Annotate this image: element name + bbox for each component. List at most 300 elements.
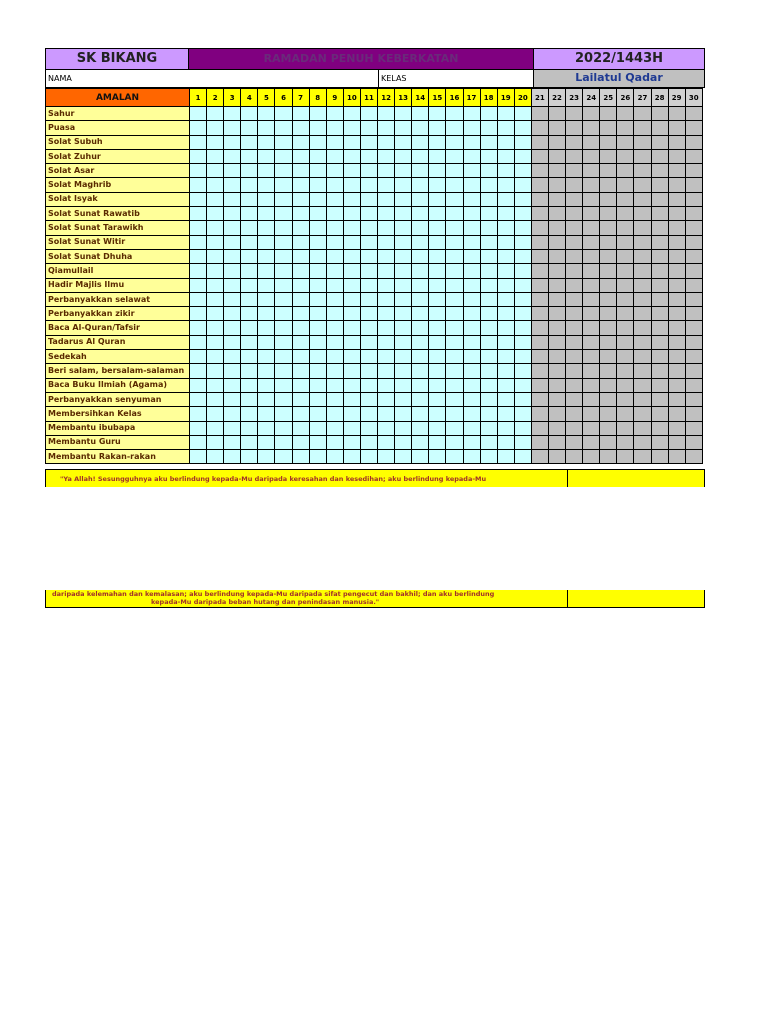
checkbox-cell[interactable] [634, 264, 651, 278]
checkbox-cell[interactable] [634, 364, 651, 378]
checkbox-cell[interactable] [600, 350, 617, 364]
checkbox-cell[interactable] [258, 249, 275, 263]
checkbox-cell[interactable] [224, 450, 241, 464]
checkbox-cell[interactable] [480, 192, 497, 206]
checkbox-cell[interactable] [617, 407, 634, 421]
checkbox-cell[interactable] [207, 135, 224, 149]
checkbox-cell[interactable] [309, 307, 326, 321]
checkbox-cell[interactable] [497, 192, 514, 206]
checkbox-cell[interactable] [412, 235, 429, 249]
checkbox-cell[interactable] [429, 392, 446, 406]
checkbox-cell[interactable] [241, 178, 258, 192]
checkbox-cell[interactable] [497, 307, 514, 321]
checkbox-cell[interactable] [531, 192, 548, 206]
checkbox-cell[interactable] [497, 335, 514, 349]
checkbox-cell[interactable] [258, 421, 275, 435]
checkbox-cell[interactable] [412, 107, 429, 121]
checkbox-cell[interactable] [395, 264, 412, 278]
checkbox-cell[interactable] [326, 307, 343, 321]
checkbox-cell[interactable] [360, 392, 377, 406]
checkbox-cell[interactable] [429, 121, 446, 135]
checkbox-cell[interactable] [583, 235, 600, 249]
checkbox-cell[interactable] [583, 407, 600, 421]
checkbox-cell[interactable] [651, 235, 668, 249]
checkbox-cell[interactable] [309, 392, 326, 406]
checkbox-cell[interactable] [634, 249, 651, 263]
checkbox-cell[interactable] [224, 149, 241, 163]
checkbox-cell[interactable] [531, 435, 548, 449]
checkbox-cell[interactable] [583, 435, 600, 449]
checkbox-cell[interactable] [566, 221, 583, 235]
checkbox-cell[interactable] [395, 378, 412, 392]
checkbox-cell[interactable] [548, 235, 565, 249]
checkbox-cell[interactable] [480, 178, 497, 192]
checkbox-cell[interactable] [309, 135, 326, 149]
checkbox-cell[interactable] [378, 321, 395, 335]
checkbox-cell[interactable] [326, 450, 343, 464]
checkbox-cell[interactable] [429, 292, 446, 306]
checkbox-cell[interactable] [548, 135, 565, 149]
checkbox-cell[interactable] [446, 264, 463, 278]
checkbox-cell[interactable] [343, 221, 360, 235]
checkbox-cell[interactable] [617, 364, 634, 378]
checkbox-cell[interactable] [412, 407, 429, 421]
checkbox-cell[interactable] [309, 407, 326, 421]
checkbox-cell[interactable] [446, 435, 463, 449]
checkbox-cell[interactable] [600, 221, 617, 235]
checkbox-cell[interactable] [343, 207, 360, 221]
checkbox-cell[interactable] [600, 335, 617, 349]
checkbox-cell[interactable] [258, 392, 275, 406]
checkbox-cell[interactable] [634, 378, 651, 392]
checkbox-cell[interactable] [600, 378, 617, 392]
checkbox-cell[interactable] [668, 392, 685, 406]
checkbox-cell[interactable] [378, 421, 395, 435]
checkbox-cell[interactable] [497, 149, 514, 163]
checkbox-cell[interactable] [343, 435, 360, 449]
checkbox-cell[interactable] [395, 135, 412, 149]
checkbox-cell[interactable] [241, 364, 258, 378]
checkbox-cell[interactable] [446, 221, 463, 235]
checkbox-cell[interactable] [224, 135, 241, 149]
checkbox-cell[interactable] [600, 292, 617, 306]
checkbox-cell[interactable] [446, 135, 463, 149]
checkbox-cell[interactable] [685, 421, 702, 435]
checkbox-cell[interactable] [685, 192, 702, 206]
checkbox-cell[interactable] [360, 221, 377, 235]
checkbox-cell[interactable] [258, 378, 275, 392]
checkbox-cell[interactable] [309, 249, 326, 263]
checkbox-cell[interactable] [292, 264, 309, 278]
checkbox-cell[interactable] [463, 164, 480, 178]
checkbox-cell[interactable] [497, 235, 514, 249]
checkbox-cell[interactable] [617, 321, 634, 335]
checkbox-cell[interactable] [378, 207, 395, 221]
checkbox-cell[interactable] [207, 421, 224, 435]
checkbox-cell[interactable] [292, 378, 309, 392]
checkbox-cell[interactable] [600, 264, 617, 278]
checkbox-cell[interactable] [343, 407, 360, 421]
checkbox-cell[interactable] [395, 121, 412, 135]
checkbox-cell[interactable] [634, 207, 651, 221]
checkbox-cell[interactable] [360, 249, 377, 263]
checkbox-cell[interactable] [651, 435, 668, 449]
checkbox-cell[interactable] [617, 135, 634, 149]
checkbox-cell[interactable] [583, 207, 600, 221]
checkbox-cell[interactable] [275, 421, 292, 435]
checkbox-cell[interactable] [326, 249, 343, 263]
checkbox-cell[interactable] [429, 235, 446, 249]
checkbox-cell[interactable] [395, 235, 412, 249]
checkbox-cell[interactable] [685, 121, 702, 135]
checkbox-cell[interactable] [224, 249, 241, 263]
checkbox-cell[interactable] [258, 278, 275, 292]
checkbox-cell[interactable] [480, 335, 497, 349]
checkbox-cell[interactable] [326, 135, 343, 149]
checkbox-cell[interactable] [566, 278, 583, 292]
checkbox-cell[interactable] [685, 450, 702, 464]
checkbox-cell[interactable] [429, 264, 446, 278]
checkbox-cell[interactable] [241, 321, 258, 335]
checkbox-cell[interactable] [480, 107, 497, 121]
checkbox-cell[interactable] [480, 121, 497, 135]
checkbox-cell[interactable] [395, 149, 412, 163]
checkbox-cell[interactable] [651, 307, 668, 321]
checkbox-cell[interactable] [258, 335, 275, 349]
checkbox-cell[interactable] [343, 450, 360, 464]
checkbox-cell[interactable] [634, 107, 651, 121]
checkbox-cell[interactable] [326, 221, 343, 235]
checkbox-cell[interactable] [207, 278, 224, 292]
checkbox-cell[interactable] [668, 121, 685, 135]
checkbox-cell[interactable] [651, 164, 668, 178]
checkbox-cell[interactable] [685, 107, 702, 121]
checkbox-cell[interactable] [275, 107, 292, 121]
checkbox-cell[interactable] [412, 364, 429, 378]
checkbox-cell[interactable] [326, 107, 343, 121]
checkbox-cell[interactable] [343, 392, 360, 406]
checkbox-cell[interactable] [514, 121, 531, 135]
checkbox-cell[interactable] [241, 135, 258, 149]
checkbox-cell[interactable] [566, 249, 583, 263]
checkbox-cell[interactable] [514, 364, 531, 378]
checkbox-cell[interactable] [292, 192, 309, 206]
checkbox-cell[interactable] [360, 207, 377, 221]
checkbox-cell[interactable] [326, 364, 343, 378]
checkbox-cell[interactable] [531, 278, 548, 292]
checkbox-cell[interactable] [429, 278, 446, 292]
checkbox-cell[interactable] [583, 450, 600, 464]
checkbox-cell[interactable] [685, 321, 702, 335]
checkbox-cell[interactable] [343, 292, 360, 306]
checkbox-cell[interactable] [685, 221, 702, 235]
checkbox-cell[interactable] [241, 149, 258, 163]
checkbox-cell[interactable] [600, 178, 617, 192]
checkbox-cell[interactable] [668, 164, 685, 178]
checkbox-cell[interactable] [617, 307, 634, 321]
checkbox-cell[interactable] [258, 178, 275, 192]
checkbox-cell[interactable] [190, 221, 207, 235]
checkbox-cell[interactable] [531, 450, 548, 464]
checkbox-cell[interactable] [651, 221, 668, 235]
checkbox-cell[interactable] [668, 421, 685, 435]
checkbox-cell[interactable] [207, 292, 224, 306]
checkbox-cell[interactable] [258, 192, 275, 206]
checkbox-cell[interactable] [463, 435, 480, 449]
checkbox-cell[interactable] [566, 407, 583, 421]
checkbox-cell[interactable] [668, 221, 685, 235]
checkbox-cell[interactable] [241, 421, 258, 435]
checkbox-cell[interactable] [583, 221, 600, 235]
checkbox-cell[interactable] [446, 249, 463, 263]
checkbox-cell[interactable] [566, 164, 583, 178]
checkbox-cell[interactable] [566, 149, 583, 163]
checkbox-cell[interactable] [668, 107, 685, 121]
checkbox-cell[interactable] [412, 292, 429, 306]
checkbox-cell[interactable] [583, 121, 600, 135]
checkbox-cell[interactable] [224, 364, 241, 378]
checkbox-cell[interactable] [600, 321, 617, 335]
checkbox-cell[interactable] [360, 178, 377, 192]
checkbox-cell[interactable] [566, 435, 583, 449]
checkbox-cell[interactable] [514, 450, 531, 464]
checkbox-cell[interactable] [497, 264, 514, 278]
checkbox-cell[interactable] [548, 435, 565, 449]
checkbox-cell[interactable] [446, 292, 463, 306]
checkbox-cell[interactable] [275, 221, 292, 235]
checkbox-cell[interactable] [343, 107, 360, 121]
checkbox-cell[interactable] [566, 107, 583, 121]
checkbox-cell[interactable] [395, 321, 412, 335]
checkbox-cell[interactable] [685, 407, 702, 421]
checkbox-cell[interactable] [531, 421, 548, 435]
checkbox-cell[interactable] [275, 321, 292, 335]
checkbox-cell[interactable] [685, 335, 702, 349]
checkbox-cell[interactable] [190, 292, 207, 306]
checkbox-cell[interactable] [583, 292, 600, 306]
checkbox-cell[interactable] [583, 192, 600, 206]
checkbox-cell[interactable] [360, 107, 377, 121]
checkbox-cell[interactable] [412, 178, 429, 192]
checkbox-cell[interactable] [224, 107, 241, 121]
checkbox-cell[interactable] [480, 235, 497, 249]
checkbox-cell[interactable] [480, 392, 497, 406]
checkbox-cell[interactable] [343, 192, 360, 206]
checkbox-cell[interactable] [207, 435, 224, 449]
checkbox-cell[interactable] [463, 249, 480, 263]
checkbox-cell[interactable] [600, 164, 617, 178]
checkbox-cell[interactable] [531, 307, 548, 321]
checkbox-cell[interactable] [275, 350, 292, 364]
checkbox-cell[interactable] [668, 249, 685, 263]
checkbox-cell[interactable] [463, 107, 480, 121]
checkbox-cell[interactable] [241, 207, 258, 221]
checkbox-cell[interactable] [463, 392, 480, 406]
checkbox-cell[interactable] [292, 450, 309, 464]
checkbox-cell[interactable] [651, 149, 668, 163]
checkbox-cell[interactable] [378, 149, 395, 163]
checkbox-cell[interactable] [617, 392, 634, 406]
checkbox-cell[interactable] [685, 292, 702, 306]
checkbox-cell[interactable] [326, 350, 343, 364]
checkbox-cell[interactable] [651, 121, 668, 135]
checkbox-cell[interactable] [309, 364, 326, 378]
checkbox-cell[interactable] [224, 235, 241, 249]
checkbox-cell[interactable] [224, 121, 241, 135]
checkbox-cell[interactable] [480, 407, 497, 421]
checkbox-cell[interactable] [668, 364, 685, 378]
checkbox-cell[interactable] [429, 249, 446, 263]
checkbox-cell[interactable] [207, 107, 224, 121]
checkbox-cell[interactable] [190, 278, 207, 292]
checkbox-cell[interactable] [258, 164, 275, 178]
checkbox-cell[interactable] [668, 292, 685, 306]
checkbox-cell[interactable] [360, 192, 377, 206]
checkbox-cell[interactable] [685, 149, 702, 163]
checkbox-cell[interactable] [514, 178, 531, 192]
checkbox-cell[interactable] [190, 207, 207, 221]
checkbox-cell[interactable] [258, 292, 275, 306]
checkbox-cell[interactable] [514, 264, 531, 278]
checkbox-cell[interactable] [634, 307, 651, 321]
checkbox-cell[interactable] [275, 307, 292, 321]
checkbox-cell[interactable] [241, 221, 258, 235]
checkbox-cell[interactable] [275, 249, 292, 263]
checkbox-cell[interactable] [309, 178, 326, 192]
checkbox-cell[interactable] [668, 407, 685, 421]
checkbox-cell[interactable] [207, 207, 224, 221]
checkbox-cell[interactable] [617, 264, 634, 278]
checkbox-cell[interactable] [685, 207, 702, 221]
checkbox-cell[interactable] [531, 164, 548, 178]
checkbox-cell[interactable] [548, 264, 565, 278]
checkbox-cell[interactable] [309, 192, 326, 206]
checkbox-cell[interactable] [412, 307, 429, 321]
checkbox-cell[interactable] [395, 435, 412, 449]
checkbox-cell[interactable] [548, 149, 565, 163]
checkbox-cell[interactable] [480, 149, 497, 163]
checkbox-cell[interactable] [190, 335, 207, 349]
checkbox-cell[interactable] [651, 178, 668, 192]
checkbox-cell[interactable] [617, 192, 634, 206]
checkbox-cell[interactable] [360, 278, 377, 292]
checkbox-cell[interactable] [326, 335, 343, 349]
checkbox-cell[interactable] [600, 135, 617, 149]
checkbox-cell[interactable] [497, 164, 514, 178]
checkbox-cell[interactable] [685, 378, 702, 392]
checkbox-cell[interactable] [190, 264, 207, 278]
checkbox-cell[interactable] [497, 249, 514, 263]
checkbox-cell[interactable] [651, 350, 668, 364]
checkbox-cell[interactable] [446, 364, 463, 378]
checkbox-cell[interactable] [326, 178, 343, 192]
checkbox-cell[interactable] [566, 364, 583, 378]
checkbox-cell[interactable] [292, 121, 309, 135]
checkbox-cell[interactable] [429, 207, 446, 221]
checkbox-cell[interactable] [360, 407, 377, 421]
checkbox-cell[interactable] [343, 378, 360, 392]
checkbox-cell[interactable] [634, 149, 651, 163]
checkbox-cell[interactable] [514, 435, 531, 449]
checkbox-cell[interactable] [497, 407, 514, 421]
checkbox-cell[interactable] [548, 378, 565, 392]
checkbox-cell[interactable] [378, 307, 395, 321]
checkbox-cell[interactable] [446, 235, 463, 249]
checkbox-cell[interactable] [309, 335, 326, 349]
checkbox-cell[interactable] [446, 321, 463, 335]
checkbox-cell[interactable] [275, 392, 292, 406]
checkbox-cell[interactable] [241, 107, 258, 121]
checkbox-cell[interactable] [378, 121, 395, 135]
checkbox-cell[interactable] [583, 249, 600, 263]
checkbox-cell[interactable] [241, 435, 258, 449]
checkbox-cell[interactable] [343, 121, 360, 135]
checkbox-cell[interactable] [275, 335, 292, 349]
checkbox-cell[interactable] [395, 192, 412, 206]
checkbox-cell[interactable] [463, 192, 480, 206]
checkbox-cell[interactable] [651, 292, 668, 306]
checkbox-cell[interactable] [343, 135, 360, 149]
checkbox-cell[interactable] [292, 149, 309, 163]
checkbox-cell[interactable] [190, 378, 207, 392]
checkbox-cell[interactable] [378, 221, 395, 235]
checkbox-cell[interactable] [668, 335, 685, 349]
checkbox-cell[interactable] [207, 149, 224, 163]
checkbox-cell[interactable] [685, 350, 702, 364]
checkbox-cell[interactable] [514, 335, 531, 349]
checkbox-cell[interactable] [395, 364, 412, 378]
checkbox-cell[interactable] [292, 421, 309, 435]
checkbox-cell[interactable] [600, 207, 617, 221]
checkbox-cell[interactable] [446, 164, 463, 178]
checkbox-cell[interactable] [241, 292, 258, 306]
checkbox-cell[interactable] [429, 450, 446, 464]
checkbox-cell[interactable] [497, 364, 514, 378]
checkbox-cell[interactable] [190, 450, 207, 464]
checkbox-cell[interactable] [292, 207, 309, 221]
checkbox-cell[interactable] [583, 335, 600, 349]
checkbox-cell[interactable] [514, 292, 531, 306]
checkbox-cell[interactable] [600, 278, 617, 292]
checkbox-cell[interactable] [566, 392, 583, 406]
checkbox-cell[interactable] [583, 178, 600, 192]
checkbox-cell[interactable] [463, 221, 480, 235]
checkbox-cell[interactable] [190, 307, 207, 321]
checkbox-cell[interactable] [531, 121, 548, 135]
checkbox-cell[interactable] [497, 350, 514, 364]
checkbox-cell[interactable] [241, 378, 258, 392]
checkbox-cell[interactable] [497, 178, 514, 192]
checkbox-cell[interactable] [190, 135, 207, 149]
checkbox-cell[interactable] [566, 350, 583, 364]
checkbox-cell[interactable] [275, 207, 292, 221]
checkbox-cell[interactable] [207, 378, 224, 392]
checkbox-cell[interactable] [258, 450, 275, 464]
checkbox-cell[interactable] [412, 350, 429, 364]
checkbox-cell[interactable] [514, 321, 531, 335]
checkbox-cell[interactable] [207, 264, 224, 278]
checkbox-cell[interactable] [241, 249, 258, 263]
checkbox-cell[interactable] [463, 121, 480, 135]
checkbox-cell[interactable] [548, 192, 565, 206]
checkbox-cell[interactable] [463, 378, 480, 392]
checkbox-cell[interactable] [497, 392, 514, 406]
checkbox-cell[interactable] [497, 378, 514, 392]
checkbox-cell[interactable] [600, 249, 617, 263]
checkbox-cell[interactable] [446, 107, 463, 121]
checkbox-cell[interactable] [514, 221, 531, 235]
checkbox-cell[interactable] [378, 392, 395, 406]
